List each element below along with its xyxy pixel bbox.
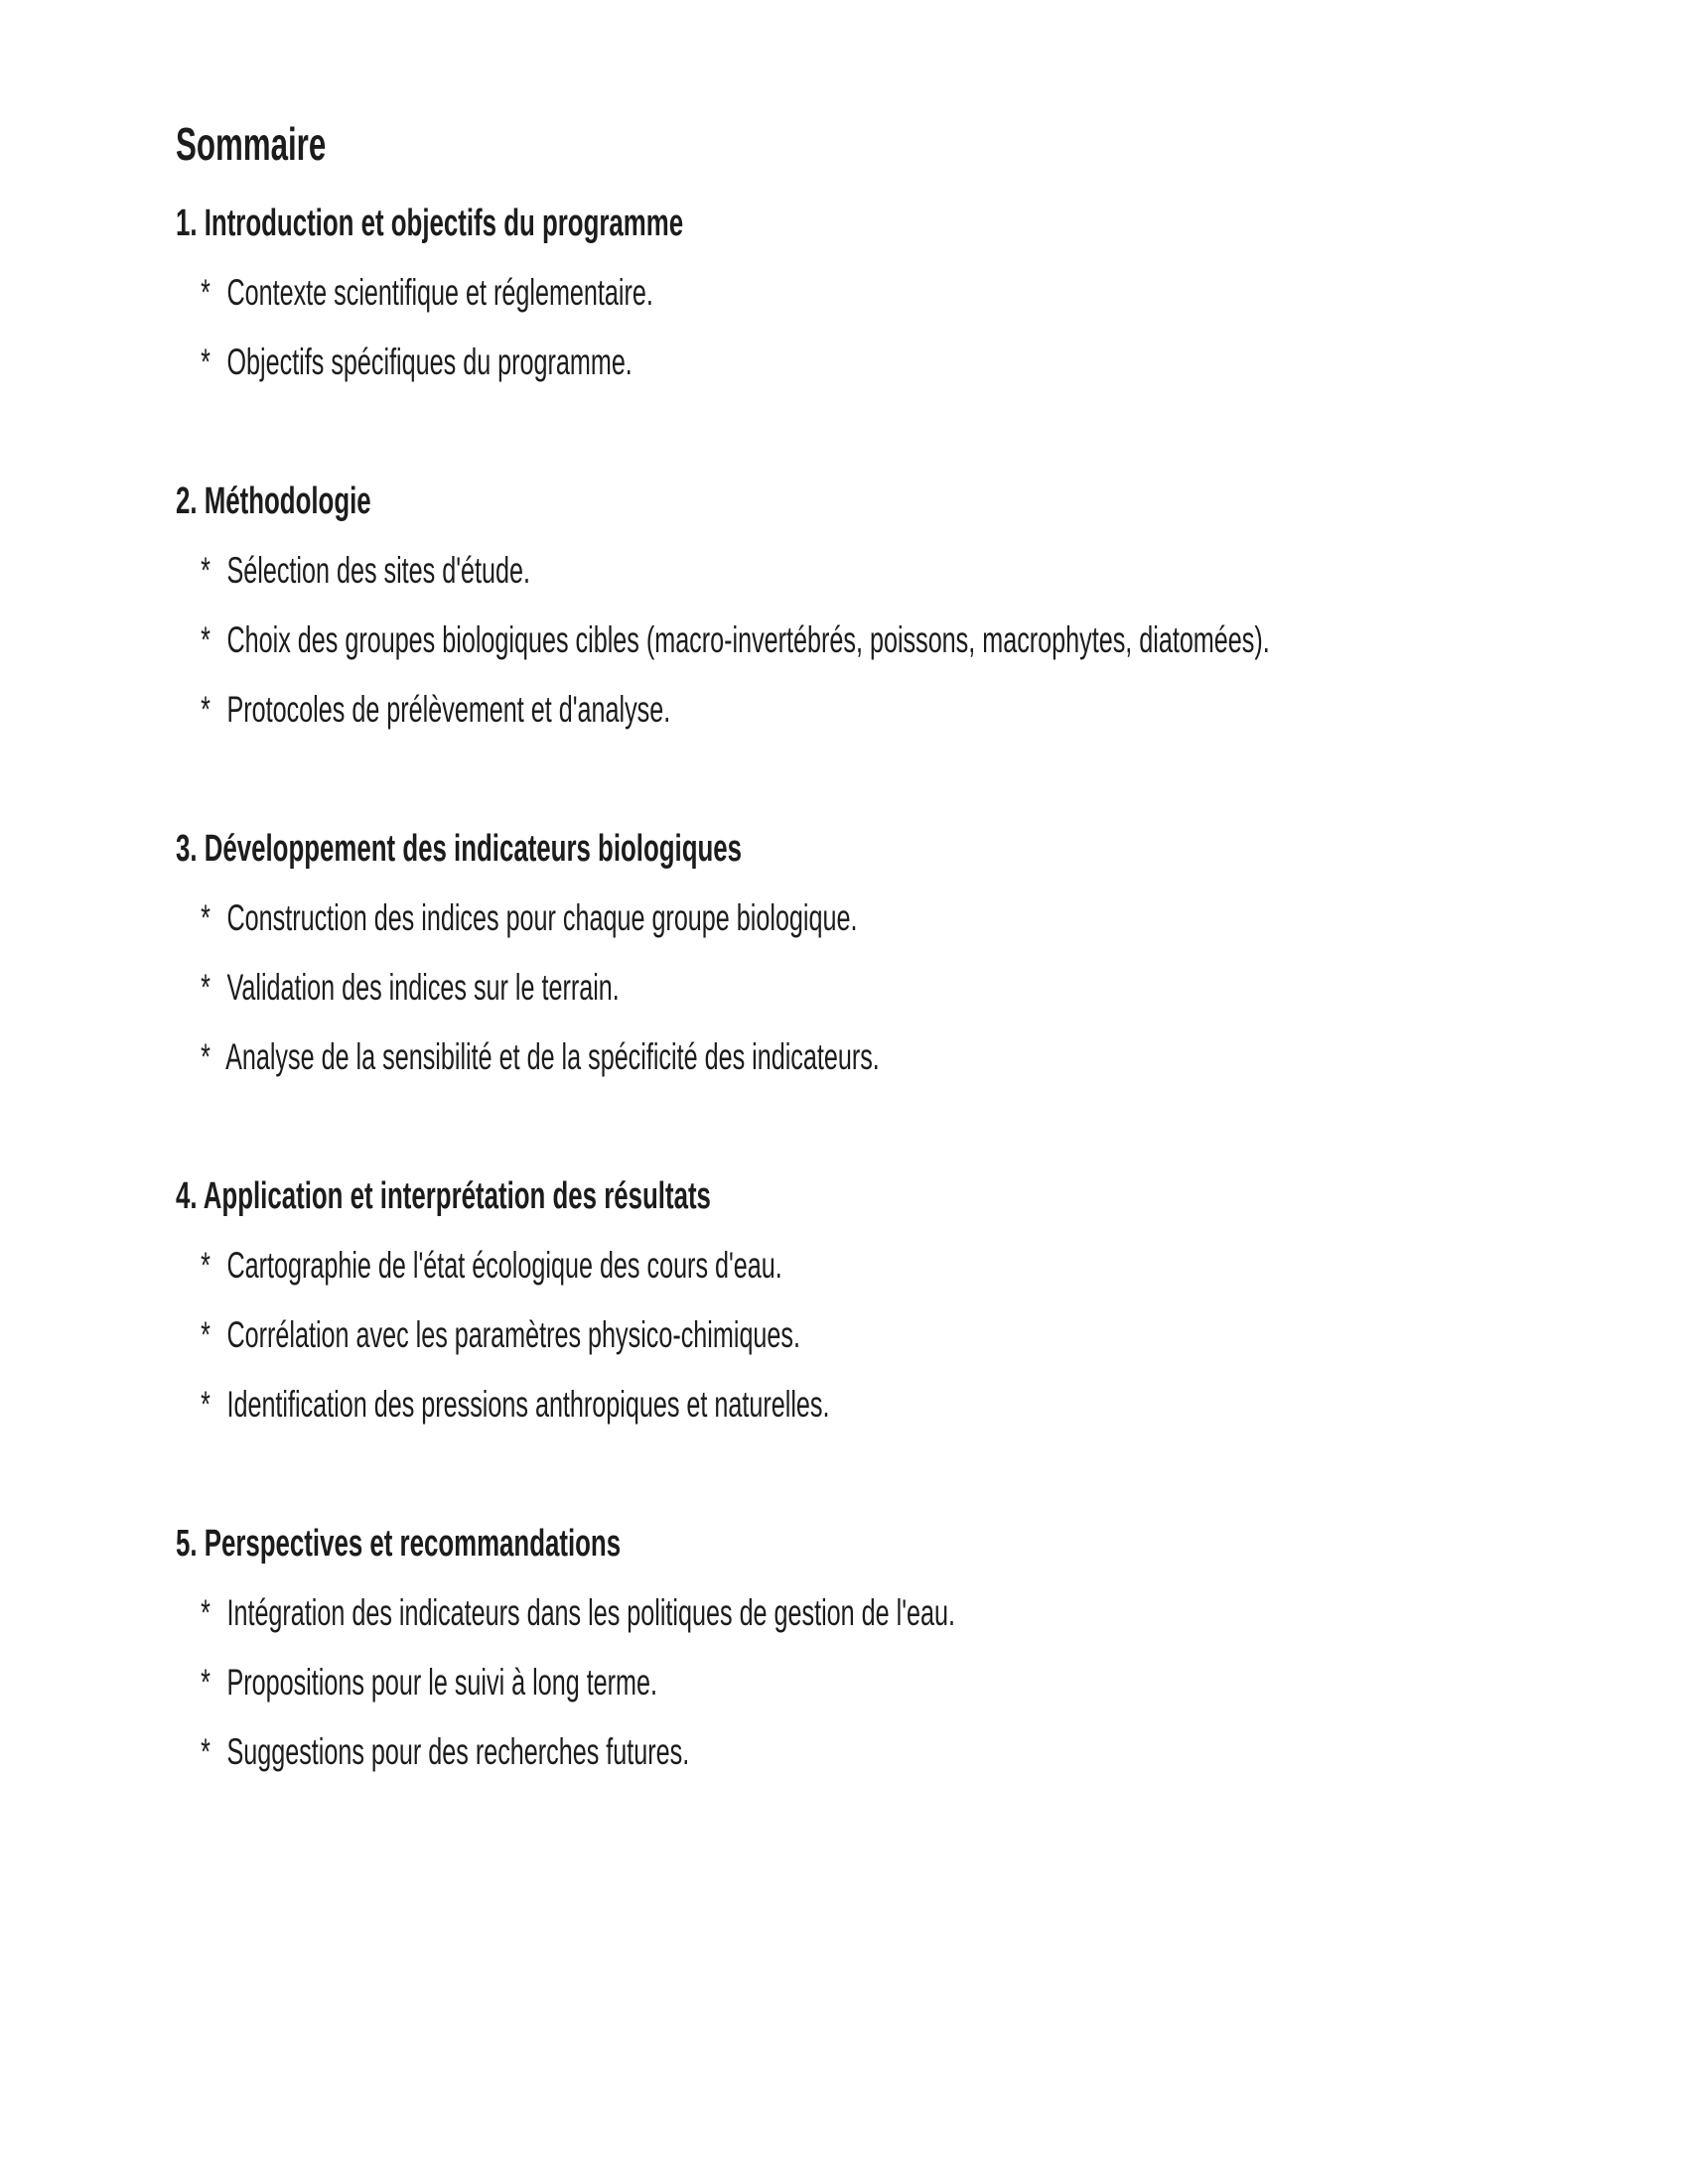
bullet-asterisk: * [201, 1384, 211, 1425]
bullet-asterisk: * [201, 550, 211, 591]
toc-item-text: Protocoles de prélèvement et d'analyse. [219, 689, 671, 730]
toc-item [176, 884, 1688, 953]
toc-item [176, 1023, 1688, 1092]
toc-sections [176, 189, 1688, 1787]
toc-item-text: Corrélation avec les paramètres physico-chimiques. [219, 1314, 800, 1355]
bullet-asterisk: * [201, 1592, 211, 1633]
document-text-column [176, 109, 1688, 1856]
section-heading: 3. Développement des indicateurs biologiques [176, 828, 743, 870]
toc-item [176, 606, 1688, 675]
toc-item [176, 258, 1688, 328]
bullet-asterisk: * [201, 1314, 211, 1355]
toc-section [176, 1161, 1688, 1439]
toc-item [176, 1578, 1688, 1648]
bullet-asterisk: * [201, 1662, 211, 1703]
toc-item [176, 1300, 1688, 1370]
bullet-asterisk: * [201, 272, 211, 313]
bullet-asterisk: * [201, 689, 211, 730]
bullet-asterisk: * [201, 967, 211, 1008]
toc-item [176, 1370, 1688, 1439]
page-title: Sommaire [176, 118, 327, 170]
bullet-asterisk: * [201, 1731, 211, 1772]
toc-item-text: Sélection des sites d'étude. [219, 550, 530, 591]
toc-item-text: Validation des indices sur le terrain. [219, 967, 620, 1008]
toc-item-text: Contexte scientifique et réglementaire. [219, 272, 653, 313]
toc-item [176, 1231, 1688, 1300]
toc-item-text: Identification des pressions anthropiques et naturelles. [219, 1384, 830, 1425]
section-heading: 5. Perspectives et recommandations [176, 1523, 622, 1565]
bullet-asterisk: * [201, 1036, 211, 1077]
toc-item-text: Propositions pour le suivi à long terme. [219, 1662, 657, 1703]
toc-item [176, 1717, 1688, 1787]
section-heading: 1. Introduction et objectifs du programme [176, 203, 684, 244]
toc-section [176, 467, 1688, 745]
bullet-asterisk: * [201, 341, 211, 382]
toc-item [176, 675, 1688, 745]
toc-section [176, 1509, 1688, 1787]
bullet-asterisk: * [201, 619, 211, 660]
bullet-asterisk: * [201, 1245, 211, 1286]
toc-section [176, 189, 1688, 397]
toc-item-text: Choix des groupes biologiques cibles (macro-invertébrés, poissons, macrophytes, diatomées). [219, 619, 1270, 660]
section-heading: 2. Méthodologie [176, 480, 371, 522]
toc-item-text: Analyse de la sensibilité et de la spécificité des indicateurs. [219, 1036, 880, 1077]
toc-item-text: Construction des indices pour chaque groupe biologique. [219, 897, 858, 938]
toc-item [176, 328, 1688, 397]
toc-item [176, 536, 1688, 606]
toc-item-text: Objectifs spécifiques du programme. [219, 341, 633, 382]
toc-item-text: Suggestions pour des recherches futures. [219, 1731, 690, 1772]
toc-item-text: Cartographie de l'état écologique des cours d'eau. [219, 1245, 782, 1286]
toc-item-text: Intégration des indicateurs dans les politiques de gestion de l'eau. [219, 1592, 956, 1633]
bullet-asterisk: * [201, 897, 211, 938]
toc-item [176, 953, 1688, 1023]
section-heading: 4. Application et interprétation des résultats [176, 1175, 711, 1217]
toc-item [176, 1648, 1688, 1717]
toc-section [176, 814, 1688, 1092]
